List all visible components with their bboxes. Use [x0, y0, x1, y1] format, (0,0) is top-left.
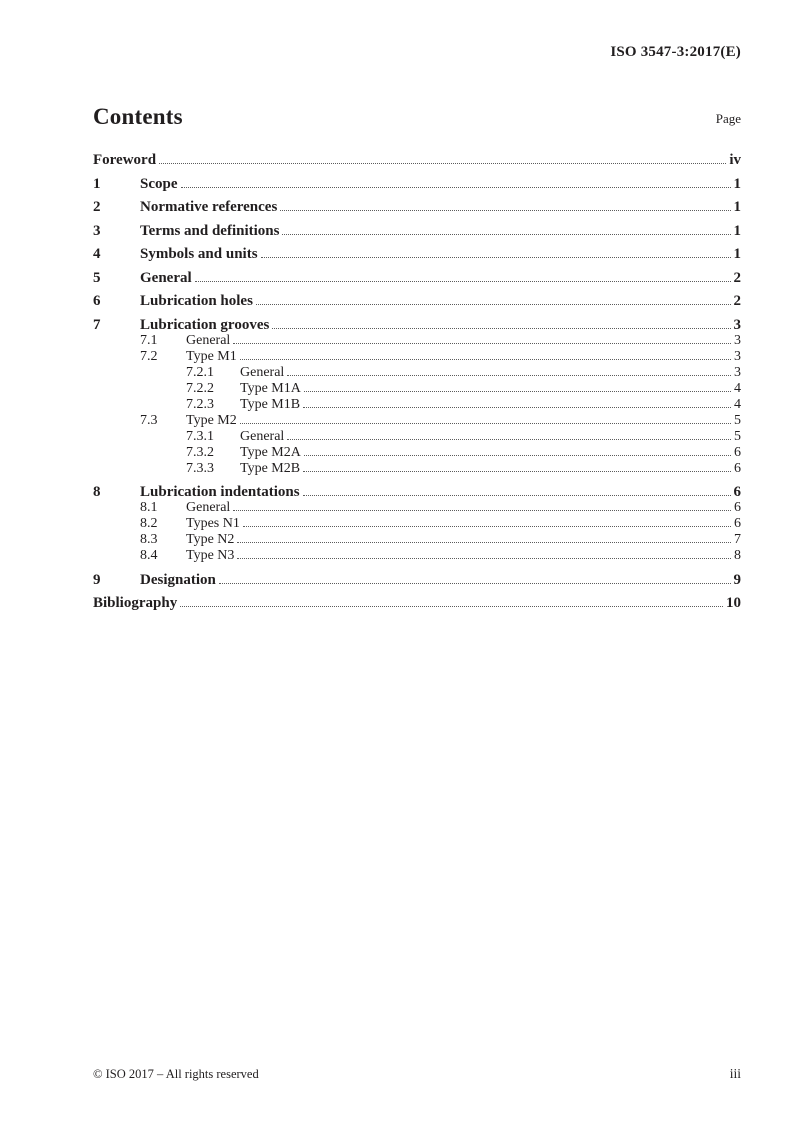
toc-entry — [93, 223, 741, 239]
toc-entry-label: General — [140, 269, 192, 286]
toc-entry-label: Foreword — [93, 152, 157, 168]
toc-entry-page: 3 — [734, 332, 741, 348]
toc-entry-page: 3 — [733, 316, 741, 333]
toc-leader-dots — [240, 359, 731, 360]
toc-entry — [93, 293, 741, 309]
toc-entry-number: 7.3.2 — [186, 444, 214, 460]
toc-entry-number: 7.2.2 — [186, 380, 214, 396]
toc-entry-page: 6 — [734, 444, 741, 460]
toc-entry-label: General — [186, 500, 231, 515]
toc-leader-dots — [304, 391, 731, 392]
toc-leader-dots — [219, 583, 731, 584]
toc-leader-dots — [180, 606, 723, 607]
toc-entry-label: Types N1 — [186, 516, 240, 531]
toc-leader-dots — [243, 526, 731, 527]
toc-entry-label: Designation — [140, 571, 216, 588]
toc-entry — [93, 548, 741, 564]
toc-entry — [93, 270, 741, 286]
toc-entry-label: Lubrication grooves — [140, 316, 270, 333]
toc-entry-page: 6 — [734, 516, 741, 531]
toc-entry-page: 9 — [733, 571, 741, 588]
toc-entry-number: 7.2.1 — [186, 364, 214, 380]
toc-leader-dots — [237, 558, 731, 559]
toc-leader-dots — [195, 281, 731, 282]
toc-entry-label: Symbols and units — [140, 246, 258, 262]
toc-entry — [93, 445, 741, 461]
toc-leader-dots — [181, 187, 731, 188]
toc-entry-number: 8.3 — [140, 532, 158, 547]
toc-entry — [93, 572, 741, 588]
toc-leader-dots — [282, 234, 730, 235]
toc-entry-page: 5 — [734, 412, 741, 428]
toc-entry — [93, 484, 741, 500]
page-column-label: Page — [715, 111, 741, 127]
toc-entry-number: 6 — [93, 293, 101, 309]
toc-entry — [93, 199, 741, 215]
toc-entry-page: 6 — [733, 484, 741, 500]
toc-entry-number: 8.2 — [140, 516, 158, 531]
toc-leader-dots — [237, 542, 731, 543]
toc-entry — [93, 317, 741, 333]
toc-leader-dots — [287, 375, 731, 376]
toc-leader-dots — [304, 455, 731, 456]
toc-leader-dots — [280, 210, 730, 211]
toc-entry — [93, 365, 741, 381]
document-reference: ISO 3547-3:2017(E) — [610, 44, 741, 60]
toc-entry-page: 2 — [733, 269, 741, 286]
toc-leader-dots — [256, 304, 731, 305]
toc-leader-dots — [159, 163, 726, 164]
toc-entry-number: 3 — [93, 222, 101, 239]
toc-entry-page: 1 — [733, 246, 741, 262]
toc-entry-number: 7.2.3 — [186, 396, 214, 412]
toc-entry-label: General — [240, 428, 285, 444]
toc-entry-page: 1 — [733, 199, 741, 215]
toc-entry — [93, 176, 741, 192]
toc-entry-page: 6 — [734, 460, 741, 476]
toc-entry-number: 7.3.3 — [186, 460, 214, 476]
copyright-notice: © ISO 2017 – All rights reserved — [93, 1067, 259, 1081]
toc-entry-label: General — [240, 364, 285, 380]
toc-leader-dots — [261, 257, 731, 258]
contents-title: Contents — [93, 104, 183, 129]
toc-entry — [93, 595, 741, 611]
toc-leader-dots — [303, 495, 731, 496]
toc-entry-number: 1 — [93, 175, 101, 192]
toc-entry-label: Terms and definitions — [140, 222, 280, 239]
toc-entry-page: 3 — [734, 364, 741, 380]
page-number: iii — [729, 1066, 741, 1081]
toc-entry-label: Type N3 — [186, 548, 235, 563]
toc-entry-label: Type M1B — [240, 396, 301, 412]
toc-entry — [93, 246, 741, 262]
toc-entry-number: 7 — [93, 316, 101, 333]
toc-entry-page: 8 — [734, 548, 741, 563]
page-footer — [93, 1066, 741, 1082]
contents-header — [93, 104, 741, 129]
toc-entry-number: 7.3 — [140, 412, 158, 428]
toc-entry — [93, 461, 741, 477]
toc-entry-page: iv — [729, 152, 741, 168]
toc-entry-label: Type N2 — [186, 532, 235, 547]
toc-entry-label: Type M2 — [186, 412, 237, 428]
toc-entry — [93, 152, 741, 168]
toc-leader-dots — [233, 343, 731, 344]
toc-leader-dots — [240, 423, 731, 424]
toc-entry — [93, 349, 741, 365]
toc-entry-number: 8 — [93, 484, 101, 500]
toc-entry-label: Type M2A — [240, 444, 301, 460]
toc-entry-number: 7.1 — [140, 332, 158, 348]
toc-entry — [93, 516, 741, 532]
toc-entry-label: Type M2B — [240, 460, 301, 476]
toc-leader-dots — [233, 510, 731, 511]
toc-entry-page: 3 — [734, 348, 741, 364]
toc-entry-label: Scope — [140, 175, 178, 192]
toc-entry-number: 7.3.1 — [186, 428, 214, 444]
toc-entry — [93, 500, 741, 516]
toc-leader-dots — [303, 407, 731, 408]
toc-entry-label: Lubrication holes — [140, 293, 253, 309]
toc-entry-page: 6 — [734, 500, 741, 515]
toc-entry-label: Type M1 — [186, 348, 237, 364]
toc-entry — [93, 429, 741, 445]
toc-entry-number: 4 — [93, 246, 101, 262]
toc-entry-page: 4 — [734, 380, 741, 396]
toc-entry-page: 1 — [733, 175, 741, 192]
toc-entry-label: Type M1A — [240, 380, 301, 396]
toc-entry-page: 2 — [733, 293, 741, 309]
toc-list — [93, 152, 741, 611]
toc-entry-label: Normative references — [140, 199, 278, 215]
toc-entry-number: 2 — [93, 199, 101, 215]
toc-entry-number: 8.1 — [140, 500, 158, 515]
toc-leader-dots — [272, 328, 730, 329]
toc-entry-page: 7 — [734, 532, 741, 547]
toc-entry-label: Lubrication indentations — [140, 484, 300, 500]
toc-entry-page: 4 — [734, 396, 741, 412]
toc-entry — [93, 532, 741, 548]
toc-leader-dots — [287, 439, 731, 440]
toc-entry-number: 5 — [93, 269, 101, 286]
toc-entry-label: Bibliography — [93, 595, 178, 611]
toc-entry — [93, 413, 741, 429]
toc-entry — [93, 381, 741, 397]
toc-entry — [93, 333, 741, 349]
toc-leader-dots — [303, 471, 731, 472]
toc-entry-page: 1 — [733, 222, 741, 239]
toc-entry-page: 5 — [734, 428, 741, 444]
toc-entry-number: 9 — [93, 571, 101, 588]
toc-entry-number: 7.2 — [140, 348, 158, 364]
toc-entry-number: 8.4 — [140, 548, 158, 563]
toc-entry-page: 10 — [726, 595, 741, 611]
toc-entry-label: General — [186, 332, 231, 348]
toc-entry — [93, 397, 741, 413]
